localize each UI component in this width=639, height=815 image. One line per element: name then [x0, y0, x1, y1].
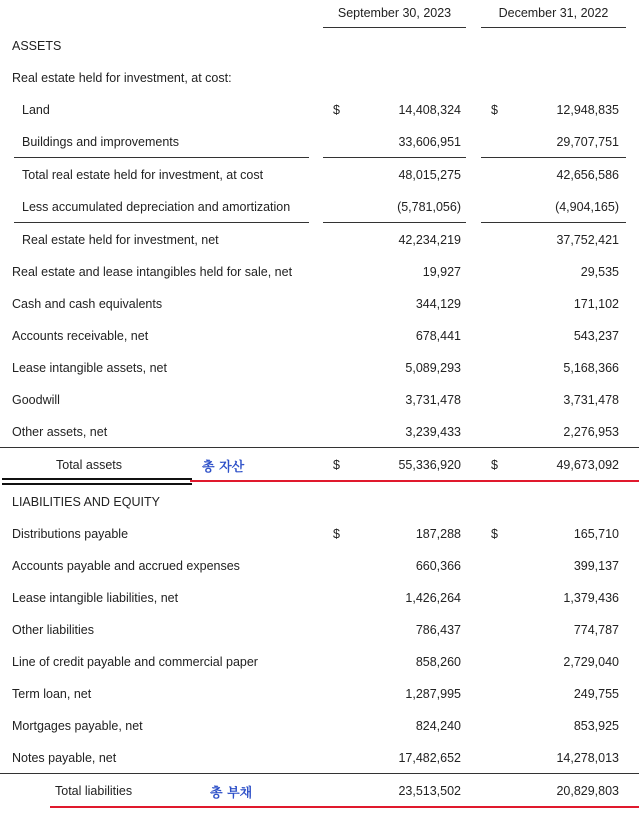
row-label: Other liabilities — [12, 623, 94, 637]
value-2022: 853,925 — [573, 719, 619, 733]
divider — [323, 157, 466, 158]
table-row — [0, 159, 639, 191]
value-2022: 29,707,751 — [556, 135, 619, 149]
value-2022: 29,535 — [580, 265, 619, 279]
value-2022: 12,948,835 — [556, 103, 619, 117]
row-label: Real estate and lease intangibles held for sale, net — [12, 265, 293, 279]
korean-annotation-total-assets: 총 자산 — [202, 460, 245, 475]
liabilities-heading: LIABILITIES AND EQUITY — [12, 495, 160, 509]
value-2023: 48,015,275 — [398, 168, 461, 182]
value-2022: 249,755 — [573, 687, 619, 701]
double-underline — [2, 478, 192, 480]
row-label: Notes payable, net — [12, 751, 117, 765]
divider — [481, 157, 626, 158]
value-2022: 49,673,092 — [556, 458, 619, 472]
table-row — [0, 384, 639, 416]
column-header-dec-2022: December 31, 2022 — [498, 6, 609, 20]
double-underline — [2, 483, 192, 485]
value-2022: 171,102 — [573, 297, 619, 311]
table-row — [0, 126, 639, 158]
value-2023: 55,336,920 — [398, 458, 461, 472]
currency-symbol: $ — [491, 103, 498, 117]
row-label: Lease intangible assets, net — [12, 361, 167, 375]
value-2022: 2,729,040 — [563, 655, 619, 669]
row-label: Total real estate held for investment, at cost — [22, 168, 264, 182]
highlight-underline — [190, 480, 639, 482]
value-2023: 786,437 — [415, 623, 461, 637]
table-row — [0, 256, 639, 288]
row-label: Lease intangible liabilities, net — [12, 591, 179, 605]
table-row — [0, 288, 639, 320]
row-label: Buildings and improvements — [22, 135, 180, 149]
value-2022: 2,276,953 — [563, 425, 619, 439]
table-row — [0, 94, 639, 126]
table-row — [0, 646, 639, 678]
row-label: Term loan, net — [12, 687, 92, 701]
row-label: Goodwill — [12, 393, 60, 407]
table-row — [0, 582, 639, 614]
assets-heading: ASSETS — [12, 39, 62, 53]
value-2023: 5,089,293 — [405, 361, 461, 375]
header-rule — [481, 27, 626, 28]
row-label: Total liabilities — [55, 784, 133, 798]
currency-symbol: $ — [491, 458, 498, 472]
row-label: Land — [22, 103, 50, 117]
header-rule — [323, 27, 466, 28]
row-label: Line of credit payable and commercial paper — [12, 655, 258, 669]
assets-heading-row — [0, 30, 639, 62]
table-row — [0, 550, 639, 582]
value-2022: 20,829,803 — [556, 784, 619, 798]
divider — [14, 157, 309, 158]
currency-symbol: $ — [333, 527, 340, 541]
value-2022: 1,379,436 — [563, 591, 619, 605]
divider — [0, 773, 639, 774]
table-row — [0, 614, 639, 646]
table-row — [0, 224, 639, 256]
table-row — [0, 710, 639, 742]
table-row — [0, 416, 639, 448]
value-2022: 543,237 — [573, 329, 619, 343]
table-row — [0, 191, 639, 223]
column-header-sep-2023: September 30, 2023 — [337, 6, 452, 20]
value-2023: 1,426,264 — [405, 591, 461, 605]
row-label: Mortgages payable, net — [12, 719, 143, 733]
row-label: Less accumulated depreciation and amortization — [22, 200, 291, 214]
assets-subheading-row — [0, 62, 639, 94]
value-2023: 660,366 — [415, 559, 461, 573]
table-row — [0, 518, 639, 550]
value-2023: 3,239,433 — [405, 425, 461, 439]
value-2022: 399,137 — [573, 559, 619, 573]
value-2022: 42,656,586 — [556, 168, 619, 182]
value-2023: 678,441 — [415, 329, 461, 343]
divider — [0, 447, 639, 448]
table-row — [0, 320, 639, 352]
value-2022: 14,278,013 — [556, 751, 619, 765]
value-2023: 17,482,652 — [398, 751, 461, 765]
divider — [323, 222, 466, 223]
total-assets-row — [0, 449, 639, 481]
liabilities-heading-row — [0, 486, 639, 518]
divider — [14, 222, 309, 223]
value-2023: 344,129 — [415, 297, 461, 311]
assets-subheading: Real estate held for investment, at cost: — [12, 71, 232, 85]
row-label: Total assets — [56, 458, 123, 472]
value-2023: 824,240 — [415, 719, 461, 733]
value-2023: 3,731,478 — [405, 393, 461, 407]
value-2022: 165,710 — [573, 527, 619, 541]
row-label: Cash and cash equivalents — [12, 297, 163, 311]
value-2022: 5,168,366 — [563, 361, 619, 375]
korean-annotation-total-liabilities: 총 부채 — [210, 786, 253, 801]
value-2023: 42,234,219 — [398, 233, 461, 247]
value-2023: 14,408,324 — [398, 103, 461, 117]
table-row — [0, 742, 639, 774]
value-2023: 858,260 — [415, 655, 461, 669]
currency-symbol: $ — [333, 458, 340, 472]
row-label: Distributions payable — [12, 527, 129, 541]
value-2023: 19,927 — [422, 265, 461, 279]
value-2023: 23,513,502 — [398, 784, 461, 798]
highlight-underline — [50, 806, 639, 808]
table-row — [0, 678, 639, 710]
row-label: Accounts receivable, net — [12, 329, 149, 343]
currency-symbol: $ — [333, 103, 340, 117]
value-2023: 1,287,995 — [405, 687, 461, 701]
value-2023: (5,781,056) — [397, 200, 461, 214]
total-liabilities-row — [0, 775, 639, 807]
value-2023: 187,288 — [415, 527, 461, 541]
value-2022: 37,752,421 — [556, 233, 619, 247]
value-2022: 3,731,478 — [563, 393, 619, 407]
row-label: Other assets, net — [12, 425, 108, 439]
table-row — [0, 352, 639, 384]
row-label: Accounts payable and accrued expenses — [12, 559, 240, 573]
value-2023: 33,606,951 — [398, 135, 461, 149]
value-2022: (4,904,165) — [555, 200, 619, 214]
divider — [481, 222, 626, 223]
currency-symbol: $ — [491, 527, 498, 541]
row-label: Real estate held for investment, net — [22, 233, 219, 247]
value-2022: 774,787 — [573, 623, 619, 637]
